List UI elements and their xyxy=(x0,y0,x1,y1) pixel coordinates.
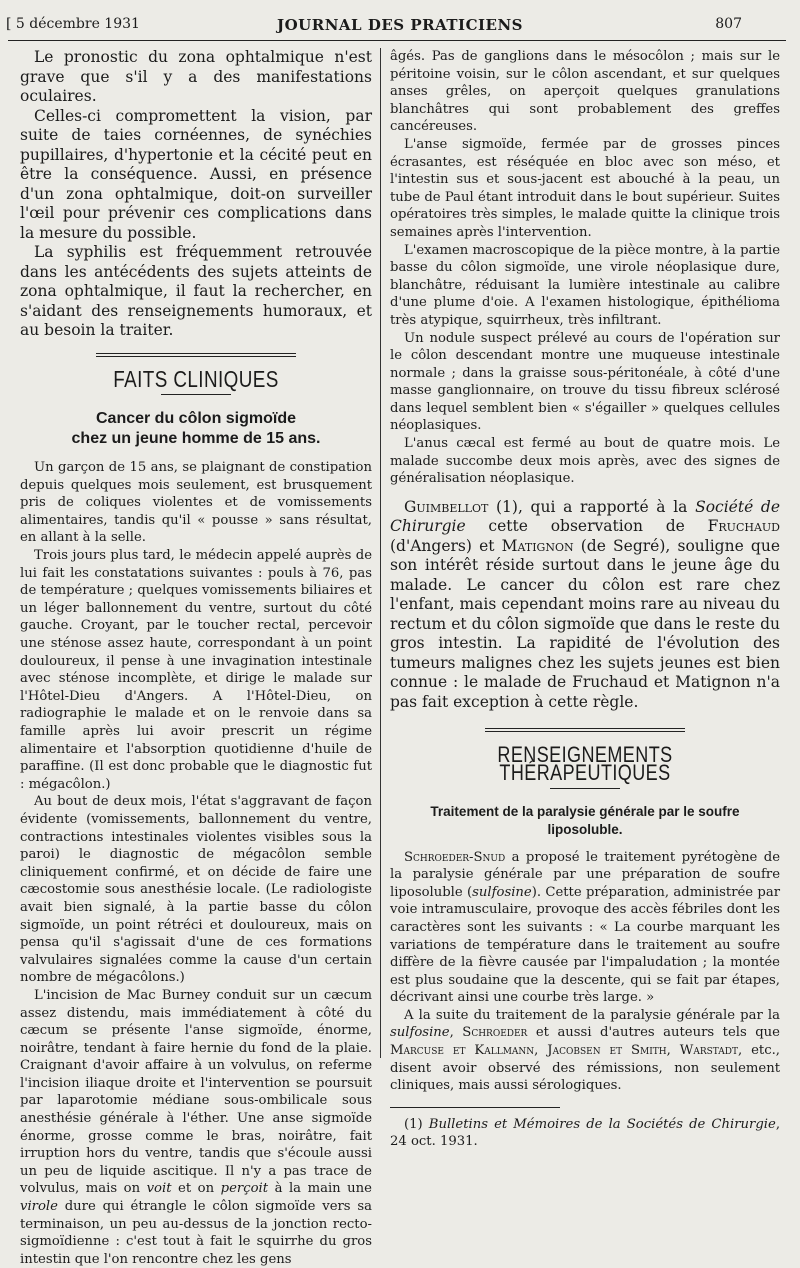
treatment-title: Traitement de la paralysie générale par le soufre liposoluble. xyxy=(430,803,740,837)
left-column xyxy=(20,48,372,1268)
paragraph: L'anse sigmoïde, fermée par de grosses pinces écrasantes, est réséquée en bloc avec son méso, et l'intestin sus et sous-jacent est abouché à la peau, un tube de Paul étant introduit dans le bout supérieur. Suites opératoires très simples, le malade quitte la clinique trois semaines après l'intervention. xyxy=(390,136,780,240)
header-date: [ 5 décembre 1931 xyxy=(6,16,140,32)
footnote: (1) Bulletins et Mémoires de la Sociétés de Chirurgie, 24 oct. 1931. xyxy=(390,1116,781,1150)
page-number: 807 xyxy=(715,16,742,32)
paragraph: A la suite du traitement de la paralysie générale par la sulfosine, Schroeder et aussi d'autres auteurs tels que Marcuse et Kallmann, Jacobsen et Smith, Warstadt, etc., disent avoir observé des rémissions, non seulement cliniques, mais aussi sérologiques. xyxy=(390,1007,780,1094)
double-rule xyxy=(96,353,296,357)
section-title-faits-cliniques: FAITS CLINIQUES xyxy=(113,365,279,392)
paragraph: Le pronostic du zona ophtalmique n'est grave que s'il y a des manifestations oculaires. xyxy=(20,48,372,105)
paragraph: La syphilis est fréquemment retrouvée dans les antécédents des sujets atteints de zona ophtalmique, il faut la rechercher, en s'aidant des renseignements humoraux, et au besoin la traiter. xyxy=(20,243,372,339)
paragraph: Guimbellot (1), qui a rapporté à la Société de Chirurgie cette observation de Fruchaud (d'Angers) et Matignon (de Segré), souligne que son intérêt réside surtout dans le jeune âge du malade. Le cancer du côlon est rare chez l'enfant, mais cependant moins rare au niveau du rectum et du côlon sigmoïde que dans le reste du gros intestin. La rapidité de l'évolution des tumeurs malignes chez les sujets jeunes est bien connue : le malade de Fruchaud et Matignon n'a pas fait exception à cette règle. xyxy=(390,497,781,711)
page-header xyxy=(0,0,800,40)
double-rule xyxy=(485,728,685,732)
paragraph: Un garçon de 15 ans, se plaignant de constipation depuis quelques mois seulement, est brusquement pris de coliques violentes et de vomissements alimentaires, tandis qu'il « pousse » sans résultat, en allant à la selle. xyxy=(20,460,372,546)
paragraph: L'anus cæcal est fermé au bout de quatre mois. Le malade succombe deux mois après, avec des signes de généralisation néoplasique. xyxy=(390,436,780,487)
section-title-renseignements: RENSEIGNEMENTS THÉRAPEUTIQUES xyxy=(497,742,673,785)
footnote-rule xyxy=(390,1107,560,1108)
case-title: Cancer du côlon sigmoïde chez un jeune homme de 15 ans. xyxy=(71,410,321,448)
paragraph: L'incision de Mac Burney conduit sur un cæcum assez distendu, mais immédiatement à côté du cæcum se présente l'anse sigmoïde, énorme, noirâtre, tendant à faire hernie du fond de la plaie. Craignant d'avoir affaire à un volvulus, on referme l'incision iliaque droite et l'intervention se poursuit par laparotomie médiane sous-ombilicale sous anesthésie générale à l'éther. Une anse sigmoïde énorme, grosse comme le bras, noirâtre, fait irruption hors du ventre, tandis que s'écoule aussi un peu de liquide ascitique. Il n'y a pas trace de volvulus, mais on voit et on perçoit à la main une virole dure qui étrangle le côlon sigmoïde vers sa terminaison, un peu au-dessus de la jonction recto-sigmoïdienne : c'est tout à fait le squirrhe du gros intestin que l'on rencontre chez les gens xyxy=(20,987,372,1267)
paragraph: L'examen macroscopique de la pièce montre, à la partie basse du côlon sigmoïde, une virole néoplasique dure, blanchâtre, réduisant la lumière intestinale au calibre d'une plume d'oie. A l'examen histologique, épithélioma très atypique, squirrheux, très infiltrant. xyxy=(390,242,780,328)
paragraph: Au bout de deux mois, l'état s'aggravant de façon évidente (vomissements, ballonnement du ventre, contractions intestinales violentes visibles sous la paroi) le diagnostic de mégacôlon semble cliniquement confirmé, et on décide de faire une cæcostomie sous anesthésie locale. (Le radiologiste avait bien signalé, à la partie basse du côlon sigmoïde, un point rétréci et douloureux, mais on pensa qu'il s'agissait d'une de ces formations valvulaires signalées comme la cause d'un certain nombre de mégacôlons.) xyxy=(20,794,372,986)
paragraph: Trois jours plus tard, le médecin appelé auprès de lui fait les constatations suivantes : pouls à 76, pas de température ; quelques vomissements biliaires et un léger ballonnement du ventre, surtout du côté gauche. Croyant, par le toucher rectal, percevoir une sténose assez haute, correspondant à un point douloureux, il pense à une invagination intestinale avec sténose incomplète, et dirige le malade sur l'Hôtel-Dieu d'Angers. A l'Hôtel-Dieu, on radiographie le malade et on le renvoie dans sa famille après lui avoir prescrit un régime alimentaire et l'absorption quotidienne d'huile de paraffine. (Il est donc probable que le diagnostic fut : mégacôlon.) xyxy=(20,548,372,792)
header-rule xyxy=(8,40,786,41)
column-divider xyxy=(380,48,381,1058)
paragraph: Schroeder-Snud a proposé le traitement pyrétogène de la paralysie générale par une préparation de soufre liposoluble (sulfosine). Cette préparation, administrée par voie intramusculaire, provoque des accès fébriles dont les caractères sont les suivants : « La courbe marquant les variations de température dans le traitement au soufre diffère de la fièvre causée par l'impaludation ; la montée est plus soudaine que la descente, qui se fait par étapes, décrivant ainsi une courbe très large. » xyxy=(390,849,780,1006)
paragraph: Celles-ci compromettent la vision, par suite de taies cornéennes, de synéchies pupillaires, d'hypertonie et la cécité peut en être la conséquence. Aussi, en présence d'un zona ophtalmique, doit-on surveiller l'œil pour prévenir ces complications dans la mesure du possible. xyxy=(20,106,372,242)
paragraph: âgés. Pas de ganglions dans le mésocôlon ; mais sur le péritoine voisin, sur le côlon ascendant, et sur quelques anses grêles, on aperçoit quelques granulations blanchâtres qui sont probablement des greffes cancéreuses. xyxy=(390,49,780,135)
short-rule xyxy=(550,788,620,789)
journal-title: JOURNAL DES PRATICIENS xyxy=(277,16,523,34)
short-rule xyxy=(161,394,231,395)
right-column xyxy=(390,48,780,1151)
paragraph: Un nodule suspect prélevé au cours de l'opération sur le côlon descendant montre une muqueuse intestinale normale ; dans la graisse sous-péritonéale, à côté d'une masse ganglionnaire, on trouve du tissu fibreux sclérosé dans lequel semblent bien « s'égailler » quelques cellules néoplasiques. xyxy=(390,330,780,434)
